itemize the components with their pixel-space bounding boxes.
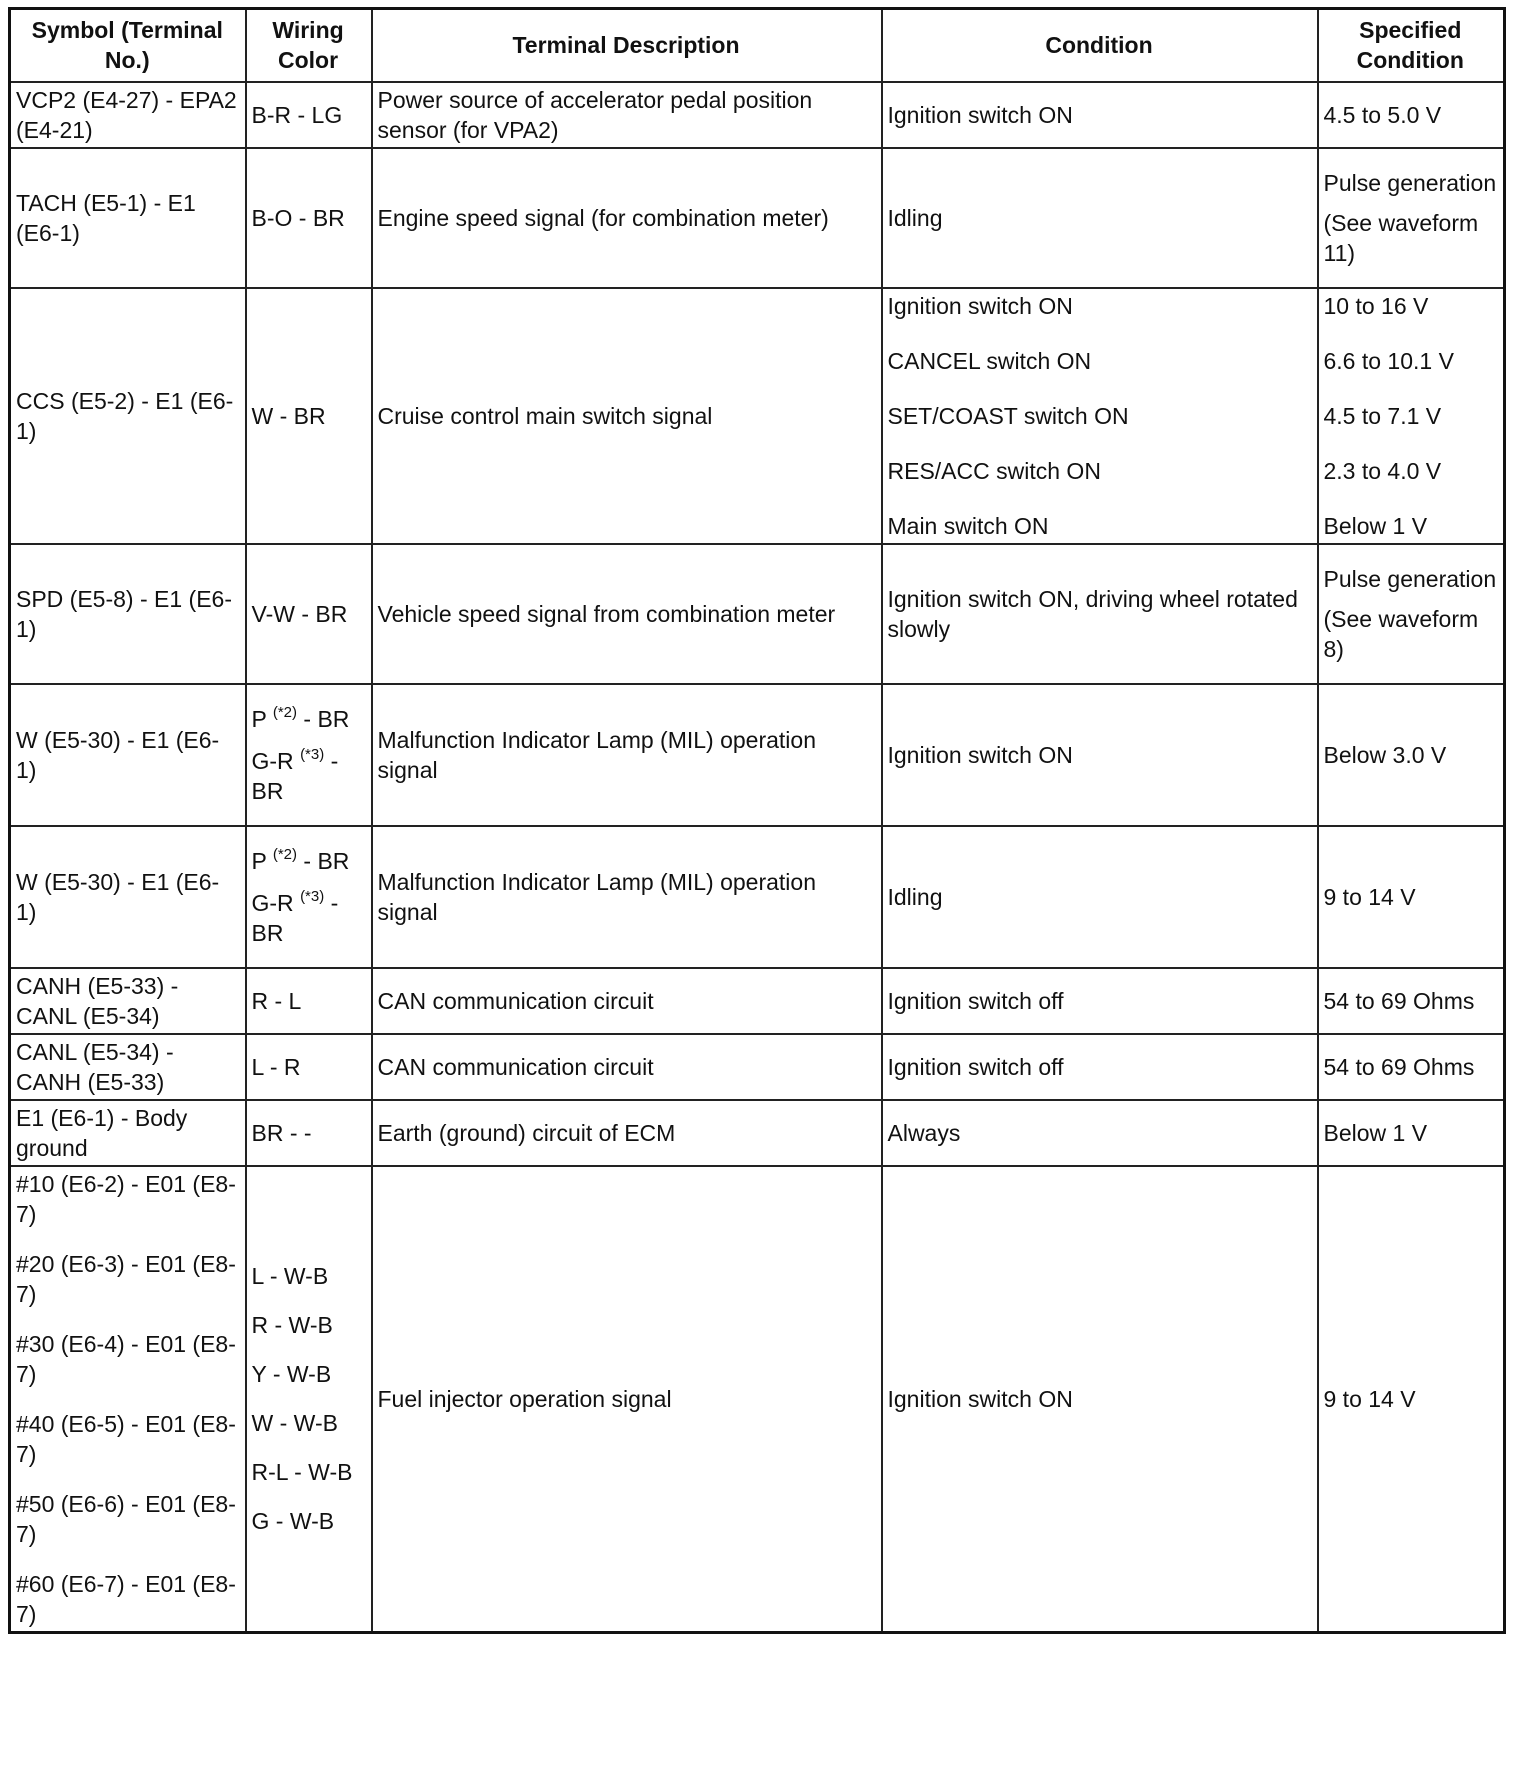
cell-specified-condition <box>1318 826 1505 968</box>
spec-text: Below 1 V <box>1323 1119 1428 1146</box>
cell-terminal-description: Engine speed signal (for combination meter) <box>372 148 882 288</box>
symbol-text: #10 (E6-2) - E01 (E8-7) <box>16 1170 236 1227</box>
table-row <box>10 826 1505 968</box>
cell-symbol <box>10 82 246 148</box>
cell-condition <box>882 1034 1318 1100</box>
spec-text: (See waveform 8) <box>1323 605 1479 662</box>
cell-symbol <box>10 1100 246 1166</box>
condition-text: RES/ACC switch ON <box>887 457 1101 484</box>
terminal-spec-table <box>8 7 1506 1634</box>
cell-symbol <box>10 968 246 1034</box>
cell-wiring-color <box>246 82 372 148</box>
wiring-part: P <box>251 705 273 732</box>
cell-terminal-description: Malfunction Indicator Lamp (MIL) operation signal <box>372 826 882 968</box>
table-row <box>10 1034 1505 1100</box>
cell-condition <box>882 684 1318 826</box>
spec-text: Pulse generation <box>1323 565 1497 592</box>
table-row <box>10 1166 1505 1633</box>
cell-symbol <box>10 826 246 968</box>
symbol-text: TACH (E5-1) - E1 (E6-1) <box>16 189 196 246</box>
cell-wiring-color <box>246 684 372 826</box>
cell-symbol <box>10 544 246 684</box>
symbol-text: VCP2 (E4-27) - EPA2 (E4-21) <box>16 86 237 143</box>
cell-symbol <box>10 1034 246 1100</box>
cell-condition <box>882 826 1318 968</box>
cell-specified-condition <box>1318 1166 1505 1633</box>
header-symbol: Symbol (Terminal No.) <box>10 9 246 82</box>
wiring-text <box>252 846 365 876</box>
condition-text: Ignition switch ON, driving wheel rotated slowly <box>887 585 1298 642</box>
header-terminal-description: Terminal Description <box>372 9 882 82</box>
cell-specified-condition <box>1318 82 1505 148</box>
spec-text: 6.6 to 10.1 V <box>1323 347 1454 374</box>
header-specified-condition: Specified Condition <box>1318 9 1505 82</box>
wiring-text: G - W-B <box>251 1508 335 1534</box>
symbol-text: #20 (E6-3) - E01 (E8-7) <box>16 1250 236 1307</box>
line-gap <box>16 1229 239 1249</box>
spec-text: 10 to 16 V <box>1323 292 1429 319</box>
table-row <box>10 544 1505 684</box>
symbol-text: W (E5-30) - E1 (E6-1) <box>16 726 220 783</box>
line-gap <box>252 876 365 888</box>
cell-specified-condition <box>1318 544 1505 684</box>
condition-text: Ignition switch off <box>887 987 1064 1014</box>
condition-text: SET/COAST switch ON <box>887 402 1129 429</box>
table-row <box>10 82 1505 148</box>
symbol-text: #50 (E6-6) - E01 (E8-7) <box>16 1490 236 1547</box>
cell-specified-condition <box>1318 148 1505 288</box>
wiring-text <box>252 746 365 806</box>
wiring-part: - BR <box>251 747 339 804</box>
line-gap <box>252 734 365 746</box>
wiring-text: W - BR <box>251 402 326 429</box>
table-row <box>10 1100 1505 1166</box>
spec-text: Below 3.0 V <box>1323 741 1447 768</box>
footnote-marker: (*3) <box>300 745 325 763</box>
spec-text: 54 to 69 Ohms <box>1323 1053 1475 1080</box>
cell-specified-condition <box>1318 968 1505 1034</box>
spec-text: 9 to 14 V <box>1323 1385 1416 1412</box>
cell-wiring-color <box>246 1166 372 1633</box>
table-row <box>10 288 1505 544</box>
cell-terminal-description: Earth (ground) circuit of ECM <box>372 1100 882 1166</box>
cell-condition <box>882 148 1318 288</box>
condition-text: Ignition switch ON <box>887 1385 1073 1412</box>
symbol-text: SPD (E5-8) - E1 (E6-1) <box>16 585 232 642</box>
spec-text: Below 1 V <box>1323 512 1428 539</box>
cell-terminal-description: Malfunction Indicator Lamp (MIL) operation signal <box>372 684 882 826</box>
condition-text: Ignition switch ON <box>887 292 1073 319</box>
cell-symbol <box>10 288 246 544</box>
wiring-text: V-W - BR <box>251 600 348 627</box>
cell-wiring-color <box>246 1100 372 1166</box>
spec-text: 4.5 to 5.0 V <box>1323 101 1442 128</box>
footnote-marker: (*3) <box>300 887 325 905</box>
symbol-text: CCS (E5-2) - E1 (E6-1) <box>16 387 234 444</box>
table-header-row <box>10 9 1505 82</box>
header-wiring-color: Wiring Color <box>246 9 372 82</box>
cell-condition <box>882 1166 1318 1633</box>
condition-text: Ignition switch off <box>887 1053 1064 1080</box>
cell-symbol <box>10 148 246 288</box>
symbol-text: #60 (E6-7) - E01 (E8-7) <box>16 1570 236 1627</box>
footnote-marker: (*2) <box>272 703 297 721</box>
cell-specified-condition <box>1318 1034 1505 1100</box>
footnote-marker: (*2) <box>272 845 297 863</box>
cell-wiring-color <box>246 148 372 288</box>
spec-text: (See waveform 11) <box>1323 209 1479 266</box>
cell-terminal-description: CAN communication circuit <box>372 1034 882 1100</box>
cell-terminal-description: Cruise control main switch signal <box>372 288 882 544</box>
wiring-text: R - L <box>251 987 302 1014</box>
wiring-text: R - W-B <box>251 1312 333 1338</box>
spec-text: 2.3 to 4.0 V <box>1323 457 1442 484</box>
symbol-text: #40 (E6-5) - E01 (E8-7) <box>16 1410 236 1467</box>
spec-text: Pulse generation <box>1323 169 1497 196</box>
wiring-part: G-R <box>251 747 301 774</box>
wiring-text: W - W-B <box>251 1410 338 1436</box>
cell-condition <box>882 544 1318 684</box>
cell-symbol <box>10 684 246 826</box>
cell-wiring-color <box>246 288 372 544</box>
cell-specified-condition <box>1318 684 1505 826</box>
wiring-text: L - R <box>251 1053 301 1080</box>
condition-text: Idling <box>887 204 943 231</box>
wiring-text: Y - W-B <box>251 1361 332 1387</box>
spec-text: 9 to 14 V <box>1323 883 1416 910</box>
condition-text: Main switch ON <box>887 512 1049 539</box>
cell-wiring-color <box>246 968 372 1034</box>
line-gap <box>16 1469 239 1489</box>
cell-condition <box>882 288 1318 544</box>
symbol-text: CANL (E5-34) - CANH (E5-33) <box>16 1038 174 1095</box>
spec-text: 4.5 to 7.1 V <box>1323 402 1442 429</box>
wiring-part: - BR <box>297 705 350 732</box>
symbol-text: W (E5-30) - E1 (E6-1) <box>16 868 220 925</box>
symbol-text: E1 (E6-1) - Body ground <box>16 1104 188 1161</box>
wiring-text: B-R - LG <box>251 101 343 128</box>
cell-terminal-description: Fuel injector operation signal <box>372 1166 882 1633</box>
wiring-part: P <box>251 847 273 874</box>
line-gap <box>16 1389 239 1409</box>
wiring-text: L - W-B <box>251 1263 329 1289</box>
cell-symbol <box>10 1166 246 1633</box>
cell-terminal-description: CAN communication circuit <box>372 968 882 1034</box>
cell-specified-condition <box>1318 288 1505 544</box>
condition-text: Always <box>887 1119 961 1146</box>
cell-specified-condition <box>1318 1100 1505 1166</box>
cell-wiring-color <box>246 1034 372 1100</box>
cell-terminal-description: Power source of accelerator pedal position sensor (for VPA2) <box>372 82 882 148</box>
condition-text: Idling <box>887 883 943 910</box>
cell-wiring-color <box>246 544 372 684</box>
wiring-part: G-R <box>251 889 301 916</box>
condition-text: Ignition switch ON <box>887 101 1073 128</box>
line-gap <box>16 1309 239 1329</box>
table-row <box>10 684 1505 826</box>
cell-condition <box>882 1100 1318 1166</box>
symbol-text: #30 (E6-4) - E01 (E8-7) <box>16 1330 236 1387</box>
cell-condition <box>882 968 1318 1034</box>
line-gap <box>16 1549 239 1569</box>
condition-text: CANCEL switch ON <box>887 347 1092 374</box>
table-row <box>10 968 1505 1034</box>
header-condition: Condition <box>882 9 1318 82</box>
wiring-text <box>252 888 365 948</box>
wiring-part: - BR <box>297 847 350 874</box>
wiring-text: R-L - W-B <box>251 1459 353 1485</box>
cell-condition <box>882 82 1318 148</box>
wiring-part: - BR <box>251 889 339 946</box>
cell-wiring-color <box>246 826 372 968</box>
wiring-text: BR - - <box>251 1119 312 1146</box>
cell-terminal-description: Vehicle speed signal from combination meter <box>372 544 882 684</box>
symbol-text: CANH (E5-33) - CANL (E5-34) <box>16 972 179 1029</box>
wiring-text <box>252 704 365 734</box>
table-body <box>10 82 1505 1633</box>
table-row <box>10 148 1505 288</box>
wiring-text: B-O - BR <box>251 204 345 231</box>
condition-text: Ignition switch ON <box>887 741 1073 768</box>
spec-text: 54 to 69 Ohms <box>1323 987 1475 1014</box>
